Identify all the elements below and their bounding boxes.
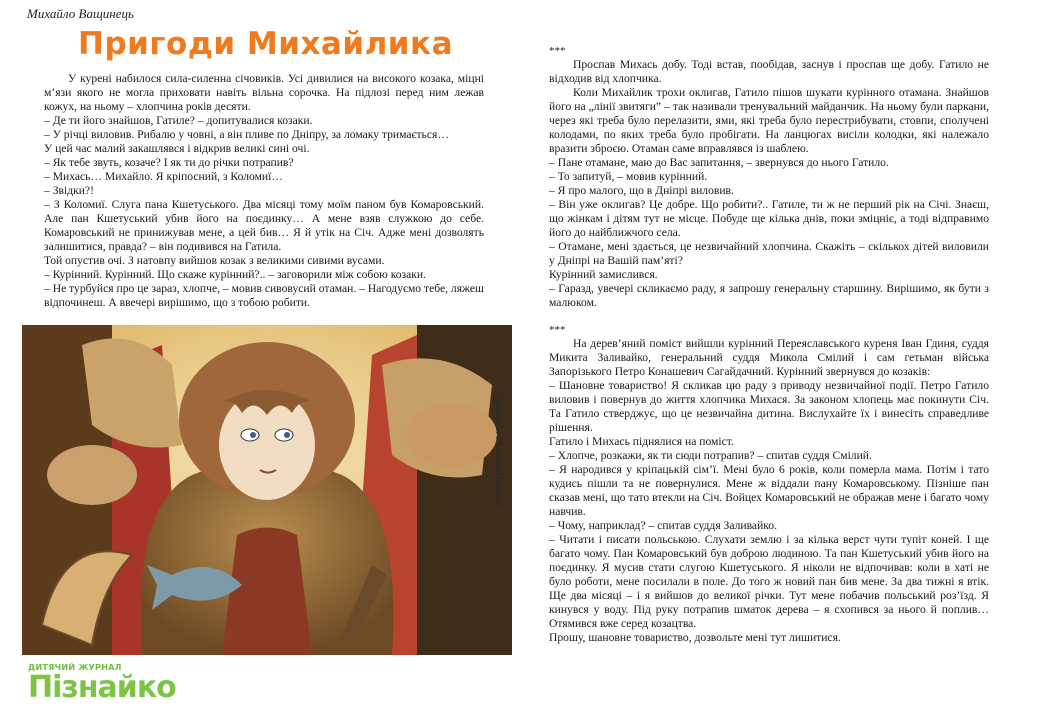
- story-illustration: [22, 325, 512, 655]
- illustration-credit: Художник Максим Паленко: [493, 390, 504, 508]
- paragraph: – Курінний. Курінний. Що скаже курінний?.. – заговорили між собою козаки.: [44, 268, 426, 281]
- right-text-column-2: [549, 323, 989, 645]
- paragraph: – У річці виловив. Рибалю у човні, а він пливе по Дніпру, за ломаку тримається…: [44, 128, 449, 141]
- paragraph: – Я про малого, що в Дніпрі виловив.: [549, 184, 734, 197]
- logo-title: Пізнайко: [28, 670, 176, 705]
- author-name: Михайло Ващинець: [27, 6, 134, 21]
- paragraph: – Звідки?!: [44, 184, 94, 197]
- paragraph: – То запитуй, – мовив курінний.: [549, 170, 708, 183]
- paragraph: – Він уже оклигав? Це добре. Що робити?.. Гатиле, ти ж не перший рік на Січі. Знаєш, що жінкам і дітям тут не місце. Побуде ще кілька днів, поки зміцніє, а тоді відправимо його до найближчого села.: [549, 198, 989, 239]
- paragraph: – Пане отамане, маю до Вас запитання, – звернувся до нього Гатило.: [549, 156, 889, 169]
- paragraph: – Не турбуйся про це зараз, хлопче, – мовив сивовусий отаман. – Нагодуємо тебе, ляжеш відпочинеш. А ввечері вирішимо, що з тобою робити.: [44, 282, 484, 309]
- paragraph: – Гаразд, увечері скликаємо раду, я запрошу генеральну старшину. Вирішимо, як бути з малюком.: [549, 282, 989, 309]
- paragraph: Той опустив очі. З натовпу вийшов козак з великими сивими вусами.: [44, 254, 385, 267]
- paragraph: – Михась… Михайло. Я кріпосний, з Коломиї…: [44, 170, 283, 183]
- paragraph: Коли Михайлик трохи оклигав, Гатило пішов шукати курінного отамана. Знайшов його на „лінії звитяги” – так називали тренувальний майданчик. На ньому були паркани, через які треба було перелазити, ями, які треба було перестрибувати, стовпи, сполучені колодами, по яких треба було пробігати. На ланцюгах висіли колодки, які належало вразити зброєю. Отаман саме вправлявся із шаблею.: [549, 86, 989, 155]
- paragraph: – Отамане, мені здається, це незвичайний хлопчина. Скажіть – скількох дітей виловили у Дніпрі на Вашій пам’яті?: [549, 240, 989, 267]
- paragraph: – Де ти його знайшов, Гатиле? – допитувалися козаки.: [44, 114, 313, 127]
- paragraph: Проспав Михась добу. Тоді встав, пообідав, заснув і проспав ще добу. Гатило не відходив від хлопчика.: [549, 58, 989, 85]
- paragraph: – Я народився у кріпацькій сім’ї. Мені було 6 років, коли померла мама. Потім і тато кудись пішли та не повернулися. Мене ж віддали пану Комаровському. Пізніше пан сказав мені, що тато втекли на Січ. Войцех Комаровський не ображав мене і багато чому навчив.: [549, 463, 989, 518]
- paragraph: – Хлопче, розкажи, як ти сюди потрапив? – спитав суддя Смілий.: [549, 449, 872, 462]
- logo-subtitle: ДИТЯЧИЙ ЖУРНАЛ: [28, 663, 122, 672]
- paragraph: Прошу, шановне товариство, дозвольте мені тут лишитися.: [549, 631, 841, 644]
- paragraph: – Читати і писати польською. Слухати землю і за кілька верст чути тупіт коней. І ще багато чому. Пан Комаровський був доброю людиною. Та пан Кшетуський убив його на поєдинку. Я мусив стати слугою Кшетуського. Я ніколи не відпочивав: коли в хаті не було роботи, мене посилали в поле. До того ж новий пан бив мене. За два тижні я втік. Ще два місяці – і я вийшов до великої річки. Тут мене побачив польський роз’їзд. Я кинувся у воду. Під руку потрапив шматок дерева – я схопився за нього й поплив… Отямився вже серед козацтва.: [549, 533, 989, 630]
- magazine-logo: [28, 660, 178, 710]
- paragraph: – Як тебе звуть, козаче? І як ти до річки потрапив?: [44, 156, 294, 169]
- left-text-column: [44, 72, 484, 310]
- right-text-column-1: [549, 44, 989, 310]
- paragraph: У цей час малий закашлявся і відкрив великі сині очі.: [44, 142, 310, 155]
- paragraph: У курені набилося сила-силенна січовиків. Усі дивилися на високого козака, міцні м’язи якого не могла приховати навіть вільна сорочка. На підлозі перед ним лежав кожух, на ньому – хлопчина років десяти.: [44, 72, 484, 113]
- paragraph: – Шановне товариство! Я скликав цю раду з приводу незвичайної події. Петро Гатило виловив і повернув до життя хлопчика Михася. За законом хлопець має покинути Січ. Та Гатило стверджує, що це незвичайна дитина. Вислухайте їх і винесіть справедливе рішення.: [549, 379, 989, 434]
- story-title: Пригоди Михайлика: [78, 26, 453, 62]
- paragraph: На дерев’яний поміст вийшли курінний Переяславського куреня Іван Гдиня, суддя Микита Заливайко, генеральний суддя Микола Смілий і сам гетьман війська Запорізького Петро Конашевич Сагайдачний. Курінний звернувся до козаків:: [549, 337, 989, 378]
- paragraph: – З Коломиї. Слуга пана Кшетуського. Два місяці тому моїм паном був Комаровський. Але пан Кшетуський убив його на поєдинку… А мене взяв служкою до себе. Комаровський не принижував мене, а цей бив… Я й утік на Січ. Адже мені дозволять залишитися, правда? – він подивився на Гатила.: [44, 198, 484, 253]
- paragraph: Гатило і Михась піднялися на поміст.: [549, 435, 734, 448]
- section-divider: ***: [549, 45, 566, 57]
- section-divider: ***: [549, 324, 566, 336]
- paragraph: Курінний замислився.: [549, 268, 658, 281]
- paragraph: – Чому, наприклад? – спитав суддя Заливайко.: [549, 519, 778, 532]
